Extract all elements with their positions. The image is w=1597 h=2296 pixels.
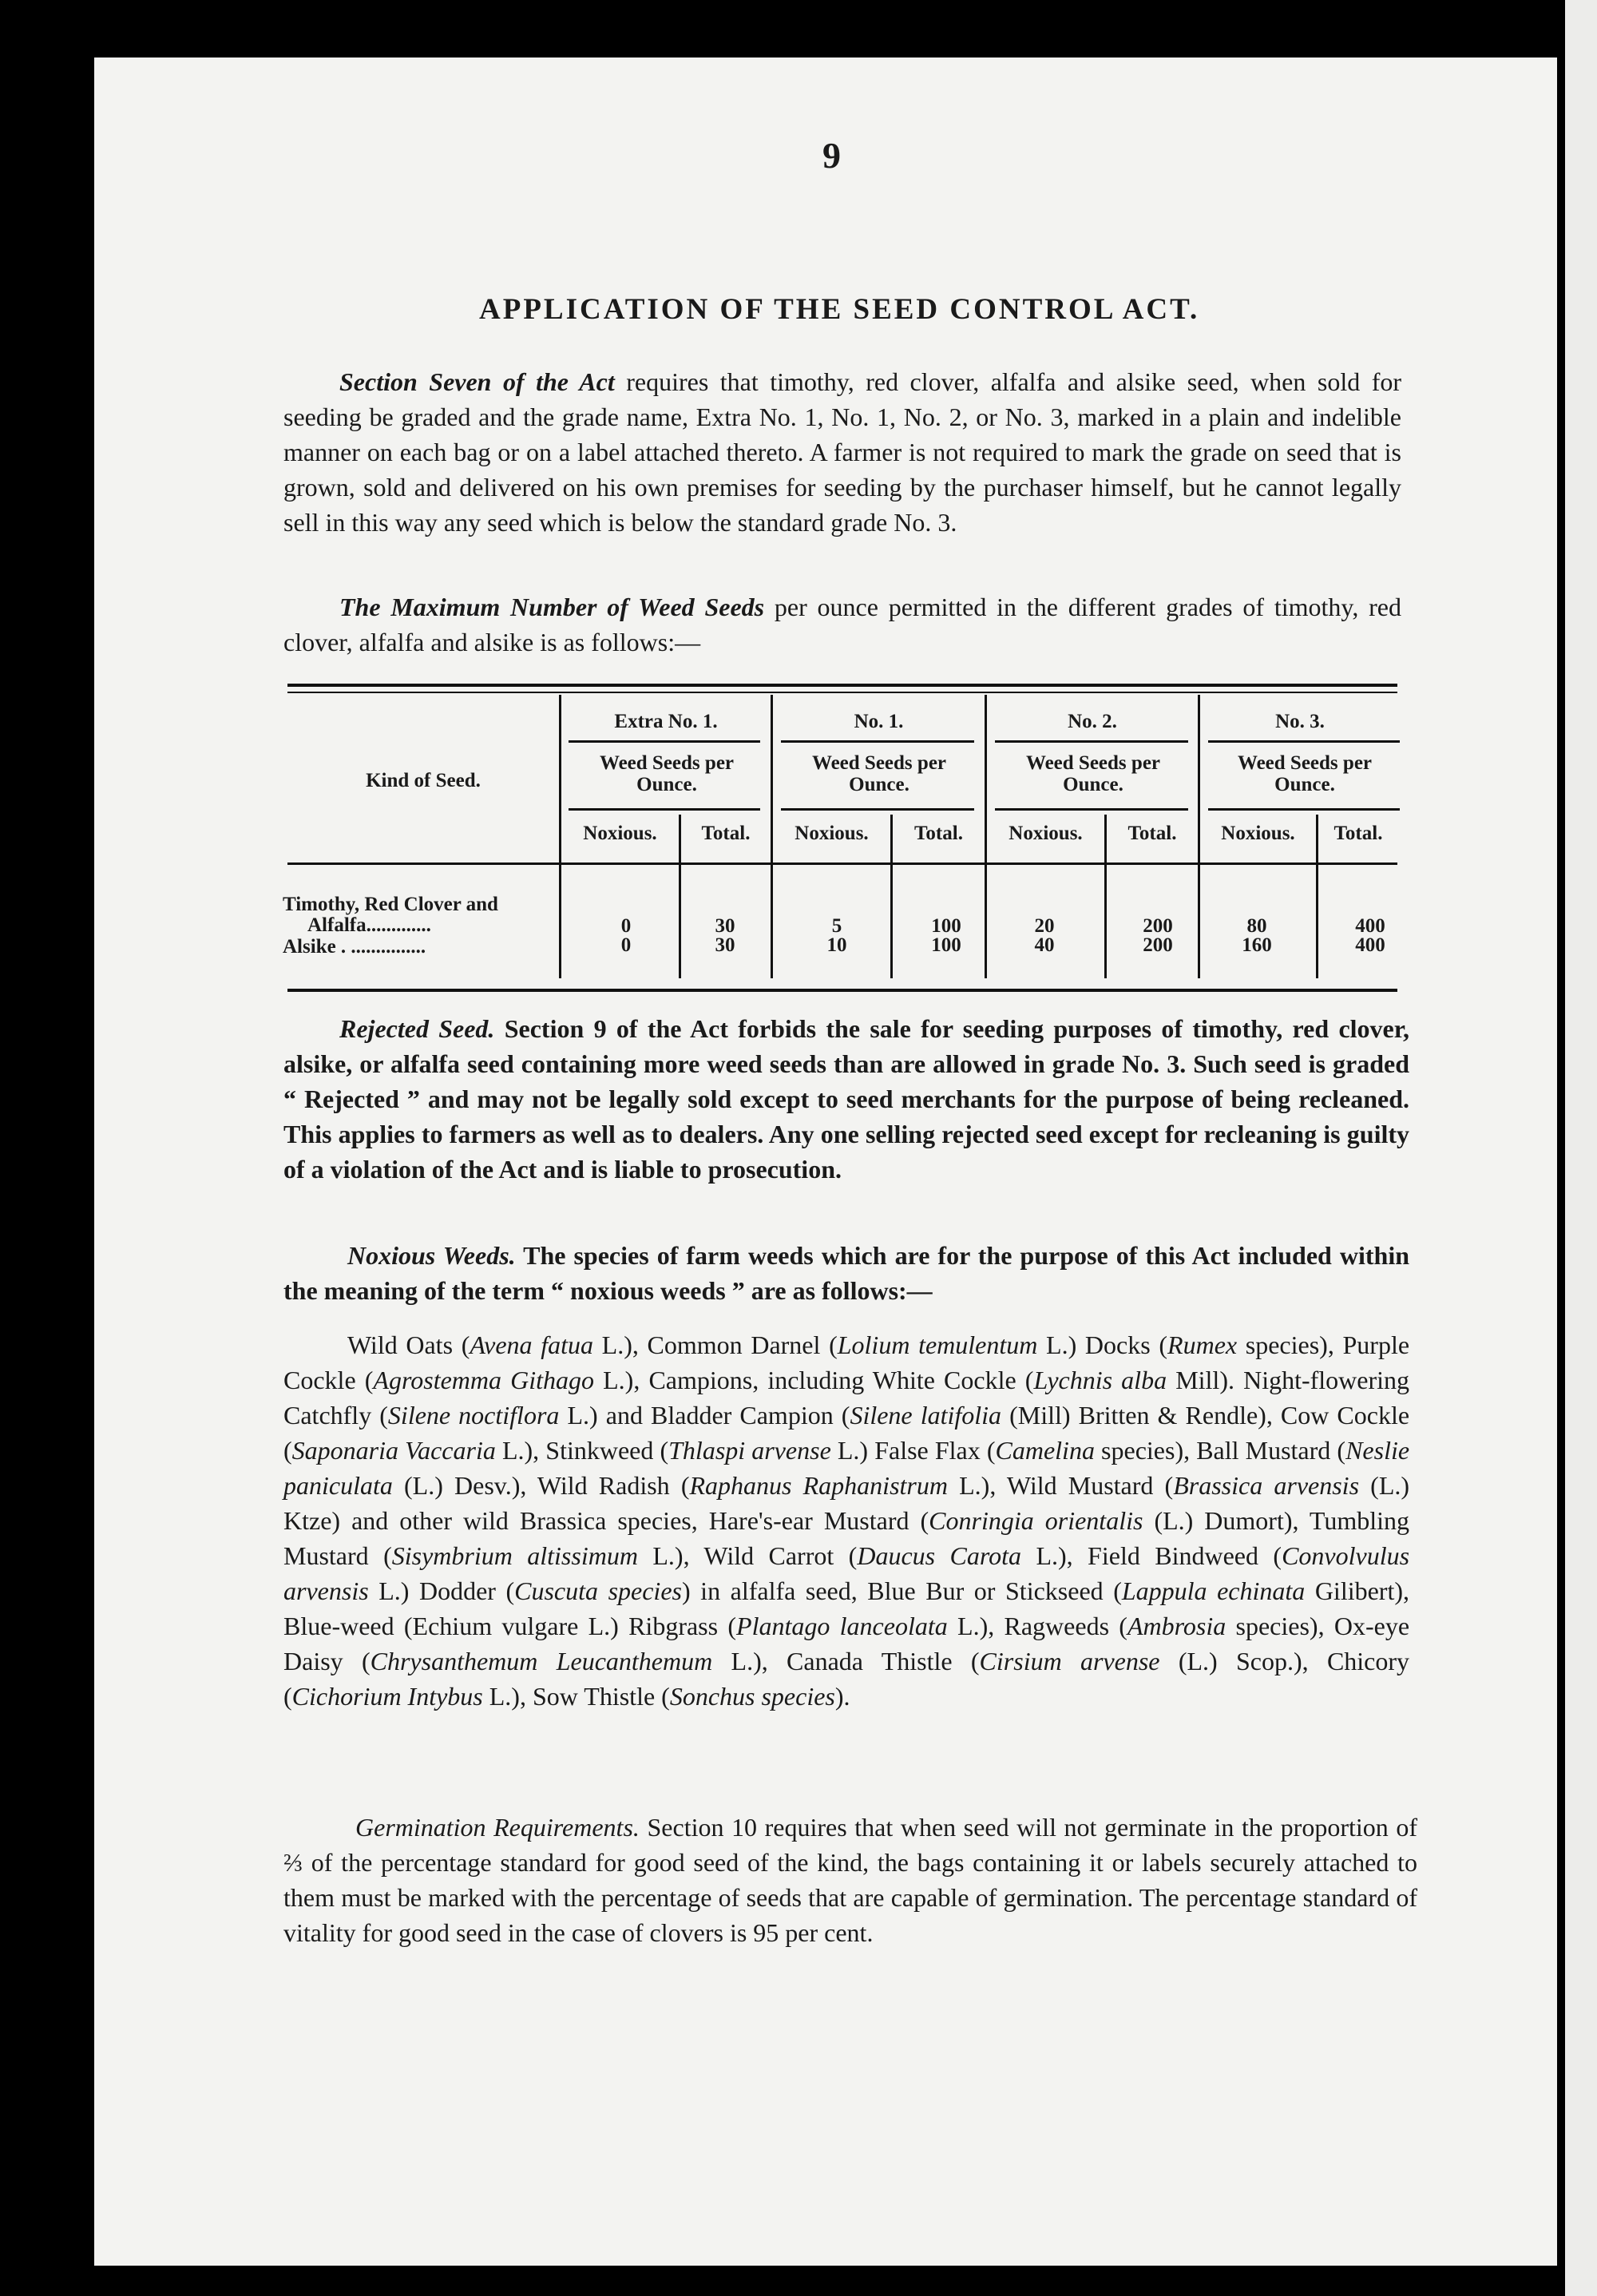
latin-name: Thlaspi arvense <box>668 1436 831 1465</box>
list-text: L.) Docks ( <box>1037 1330 1168 1359</box>
noxious-weeds-list <box>283 1327 1409 1714</box>
noxious-weeds-lead: Noxious Weeds. <box>347 1241 516 1270</box>
list-text: species), Purple Cockle ( <box>283 1330 1410 1394</box>
germination-text: Section 10 requires that when seed will not germinate in the proportion of ⅔ of the percentage standard for good seed of the kind, the bags containing it or labels securely attached to them must be marked with the percentage of seeds that are capable of germination. The percentage standard of vitality for good seed in the case of clovers is 95 per cent. <box>283 1813 1418 1947</box>
table-divider <box>569 740 760 743</box>
latin-name: Lappula echinata <box>1121 1576 1306 1605</box>
latin-name: Agrostemma Githago <box>373 1366 595 1394</box>
list-text: L.), Sow Thistle ( <box>482 1682 670 1711</box>
total-col-header: Total. <box>1333 823 1383 844</box>
table-cell: 100 <box>931 915 961 937</box>
table-cell: 0 <box>620 934 632 956</box>
list-text: L.) False Flax ( <box>830 1436 996 1465</box>
list-text: L.), Field Bindweed ( <box>1021 1541 1282 1570</box>
table-cell: 20 <box>1034 915 1055 937</box>
latin-name: Avena fatua <box>470 1330 593 1359</box>
list-text: L.), Wild Carrot ( <box>637 1541 858 1570</box>
latin-name: Conringia orientalis <box>929 1506 1143 1535</box>
kind-of-seed-header: Kind of Seed. <box>366 770 481 791</box>
page-title: APPLICATION OF THE SEED CONTROL ACT. <box>479 293 1200 326</box>
table-divider <box>995 740 1188 743</box>
latin-name: Raphanus Raphanistrum <box>689 1471 948 1500</box>
sub-header: Weed Seeds per Ounce. <box>1025 752 1161 795</box>
noxious-col-header: Noxious. <box>1009 823 1083 844</box>
grade-header-no-2: No. 2. <box>1068 711 1117 732</box>
list-text: L.), Common Darnel ( <box>593 1330 838 1359</box>
list-text: species), Ball Mustard ( <box>1094 1436 1346 1465</box>
table-cell: 10 <box>826 934 847 956</box>
noxious-weeds-text: The species of farm weeds which are for the purpose of this Act included within the meaning of the term “ noxious weeds ” are as follows:— <box>283 1241 1409 1305</box>
table-cell: 160 <box>1242 934 1272 956</box>
max-weeds-lead: The Maximum Number of Weed Seeds <box>339 593 765 621</box>
table-divider <box>1208 740 1400 743</box>
sub-header: Weed Seeds per Ounce. <box>599 752 735 795</box>
table-cell: 400 <box>1355 915 1385 937</box>
latin-name: Chrysanthemum Leucanthemum <box>370 1647 713 1675</box>
table-cell: 80 <box>1246 915 1267 937</box>
latin-name: Daucus Carota <box>857 1541 1022 1570</box>
sub-header: Weed Seeds per Ounce. <box>811 752 947 795</box>
list-text: (L.) Dumort), Tumbling Mustard ( <box>283 1506 1410 1570</box>
list-text: species), Ox-eye Daisy ( <box>283 1612 1410 1675</box>
list-text: ). <box>834 1682 850 1711</box>
table-divider <box>569 808 760 811</box>
table-cell: 30 <box>715 915 735 937</box>
table-cell: 400 <box>1355 934 1385 956</box>
list-text: (L.) Desv.), Wild Radish ( <box>392 1471 690 1500</box>
latin-name: Lolium temulentum <box>837 1330 1038 1359</box>
latin-name: Silene latifolia <box>850 1401 1002 1430</box>
noxious-col-header: Noxious. <box>1221 823 1295 844</box>
table-divider <box>781 808 974 811</box>
noxious-col-header: Noxious. <box>583 823 657 844</box>
table-cell: 40 <box>1034 934 1055 956</box>
noxious-weeds-paragraph <box>283 1238 1409 1308</box>
list-text: L.), Ragweeds ( <box>947 1612 1127 1640</box>
total-col-header: Total. <box>701 823 751 844</box>
max-weeds-text: per ounce permitted in the different grades of timothy, red clover, alfalfa and alsike is as follows:— <box>283 593 1402 656</box>
grade-header-no-3: No. 3. <box>1275 711 1325 732</box>
list-text: (Mill) Britten & Rendle), Cow Cockle ( <box>283 1401 1410 1465</box>
latin-name: Neslie paniculata <box>283 1436 1410 1500</box>
latin-name: Camelina <box>995 1436 1095 1465</box>
latin-name: Plantago lanceolata <box>736 1612 948 1640</box>
table-top-rule <box>287 684 1397 687</box>
table-cell: 5 <box>831 915 842 937</box>
latin-name: Ambrosia <box>1127 1612 1226 1640</box>
table-divider <box>1208 808 1400 811</box>
rejected-seed-text: Section 9 of the Act forbids the sale for seeding purposes of timothy, red clover, alsike, or alfalfa seed containing more weed seeds than are allowed in grade No. 3. Such seed is graded “ Rejected ” and may not be legally sold except to seed merchants for the purpose of being recleaned. This applies to farmers as well as to dealers. Any one selling rejected seed except for recleaning is guilty of a violation of the Act and is liable to prosecution. <box>283 1014 1410 1184</box>
total-col-header: Total. <box>914 823 963 844</box>
grade-header-extra-no-1: Extra No. 1. <box>614 711 718 732</box>
latin-name: Cuscuta species <box>514 1576 682 1605</box>
list-text: L.) Dodder ( <box>368 1576 515 1605</box>
section-seven-lead: Section Seven of the Act <box>339 367 615 396</box>
table-cell: 30 <box>715 934 735 956</box>
table-header-rule <box>287 862 1397 865</box>
table-top-rule-thin <box>287 692 1397 693</box>
noxious-col-header: Noxious. <box>795 823 869 844</box>
latin-name: Cichorium Intybus <box>291 1682 483 1711</box>
table-divider <box>995 808 1188 811</box>
row-label-alfalfa: Alfalfa............. <box>307 914 431 936</box>
list-text: ) in alfalfa seed, Blue Bur or Stickseed ( <box>681 1576 1122 1605</box>
list-text: L.), Stinkweed ( <box>495 1436 669 1465</box>
row-label-timothy: Timothy, Red Clover and <box>283 894 498 915</box>
list-text: L.), Campions, including White Cockle ( <box>594 1366 1034 1394</box>
rejected-seed-lead: Rejected Seed. <box>339 1014 495 1043</box>
max-weeds-paragraph <box>283 589 1401 660</box>
list-text: L.) and Bladder Campion ( <box>559 1401 850 1430</box>
section-seven-text: requires that timothy, red clover, alfalfa and alsike seed, when sold for seeding be graded and the grade name, Extra No. 1, No. 1, No. 2, or No. 3, marked in a plain and indelible manner on each bag or on a label attached thereto. A farmer is not required to mark the grade on seed that is grown, sold and delivered on his own premises for seeding by the purchaser himself, but he cannot legally sell in this way any seed which is below the standard grade No. 3. <box>283 367 1402 537</box>
table-cell: 0 <box>620 915 632 937</box>
latin-name: Lychnis alba <box>1033 1366 1167 1394</box>
row-label-alsike: Alsike . ............... <box>283 936 426 958</box>
section-seven-paragraph <box>283 364 1401 540</box>
latin-name: Saponaria Vaccaria <box>291 1436 496 1465</box>
latin-name: Sonchus species <box>669 1682 835 1711</box>
table-cell: 100 <box>931 934 961 956</box>
latin-name: Brassica arvensis <box>1173 1471 1360 1500</box>
latin-name: Silene noctiflora <box>387 1401 560 1430</box>
table-bottom-rule <box>287 989 1397 992</box>
list-text: (L.) Ktze) and other wild Brassica species, Hare's-ear Mustard ( <box>283 1471 1410 1535</box>
adjacent-page-edge <box>1565 0 1597 2296</box>
table-cell: 200 <box>1143 915 1173 937</box>
table-divider <box>781 740 974 743</box>
list-text: L.), Wild Mustard ( <box>947 1471 1174 1500</box>
latin-name: Sisymbrium altissimum <box>391 1541 638 1570</box>
list-text: (L.) Scop.), Chicory ( <box>283 1647 1410 1711</box>
page-number: 9 <box>822 135 841 176</box>
list-text: Gilibert), Blue-weed (Echium vulgare L.) Ribgrass ( <box>283 1576 1409 1640</box>
latin-name: Rumex <box>1167 1330 1238 1359</box>
latin-name: Convolvulus arvensis <box>283 1541 1410 1605</box>
list-text: L.), Canada Thistle ( <box>712 1647 980 1675</box>
germination-paragraph <box>283 1810 1417 1950</box>
latin-name: Cirsium arvense <box>979 1647 1160 1675</box>
sub-header: Weed Seeds per Ounce. <box>1237 752 1373 795</box>
rejected-seed-paragraph <box>283 1011 1409 1187</box>
total-col-header: Total. <box>1127 823 1177 844</box>
germination-lead: Germination Requirements. <box>355 1813 640 1842</box>
list-text: Wild Oats ( <box>347 1330 470 1359</box>
table-cell: 200 <box>1143 934 1173 956</box>
grade-header-no-1: No. 1. <box>854 711 904 732</box>
list-text: Mill). Night-flowering Catchfly ( <box>283 1366 1410 1430</box>
